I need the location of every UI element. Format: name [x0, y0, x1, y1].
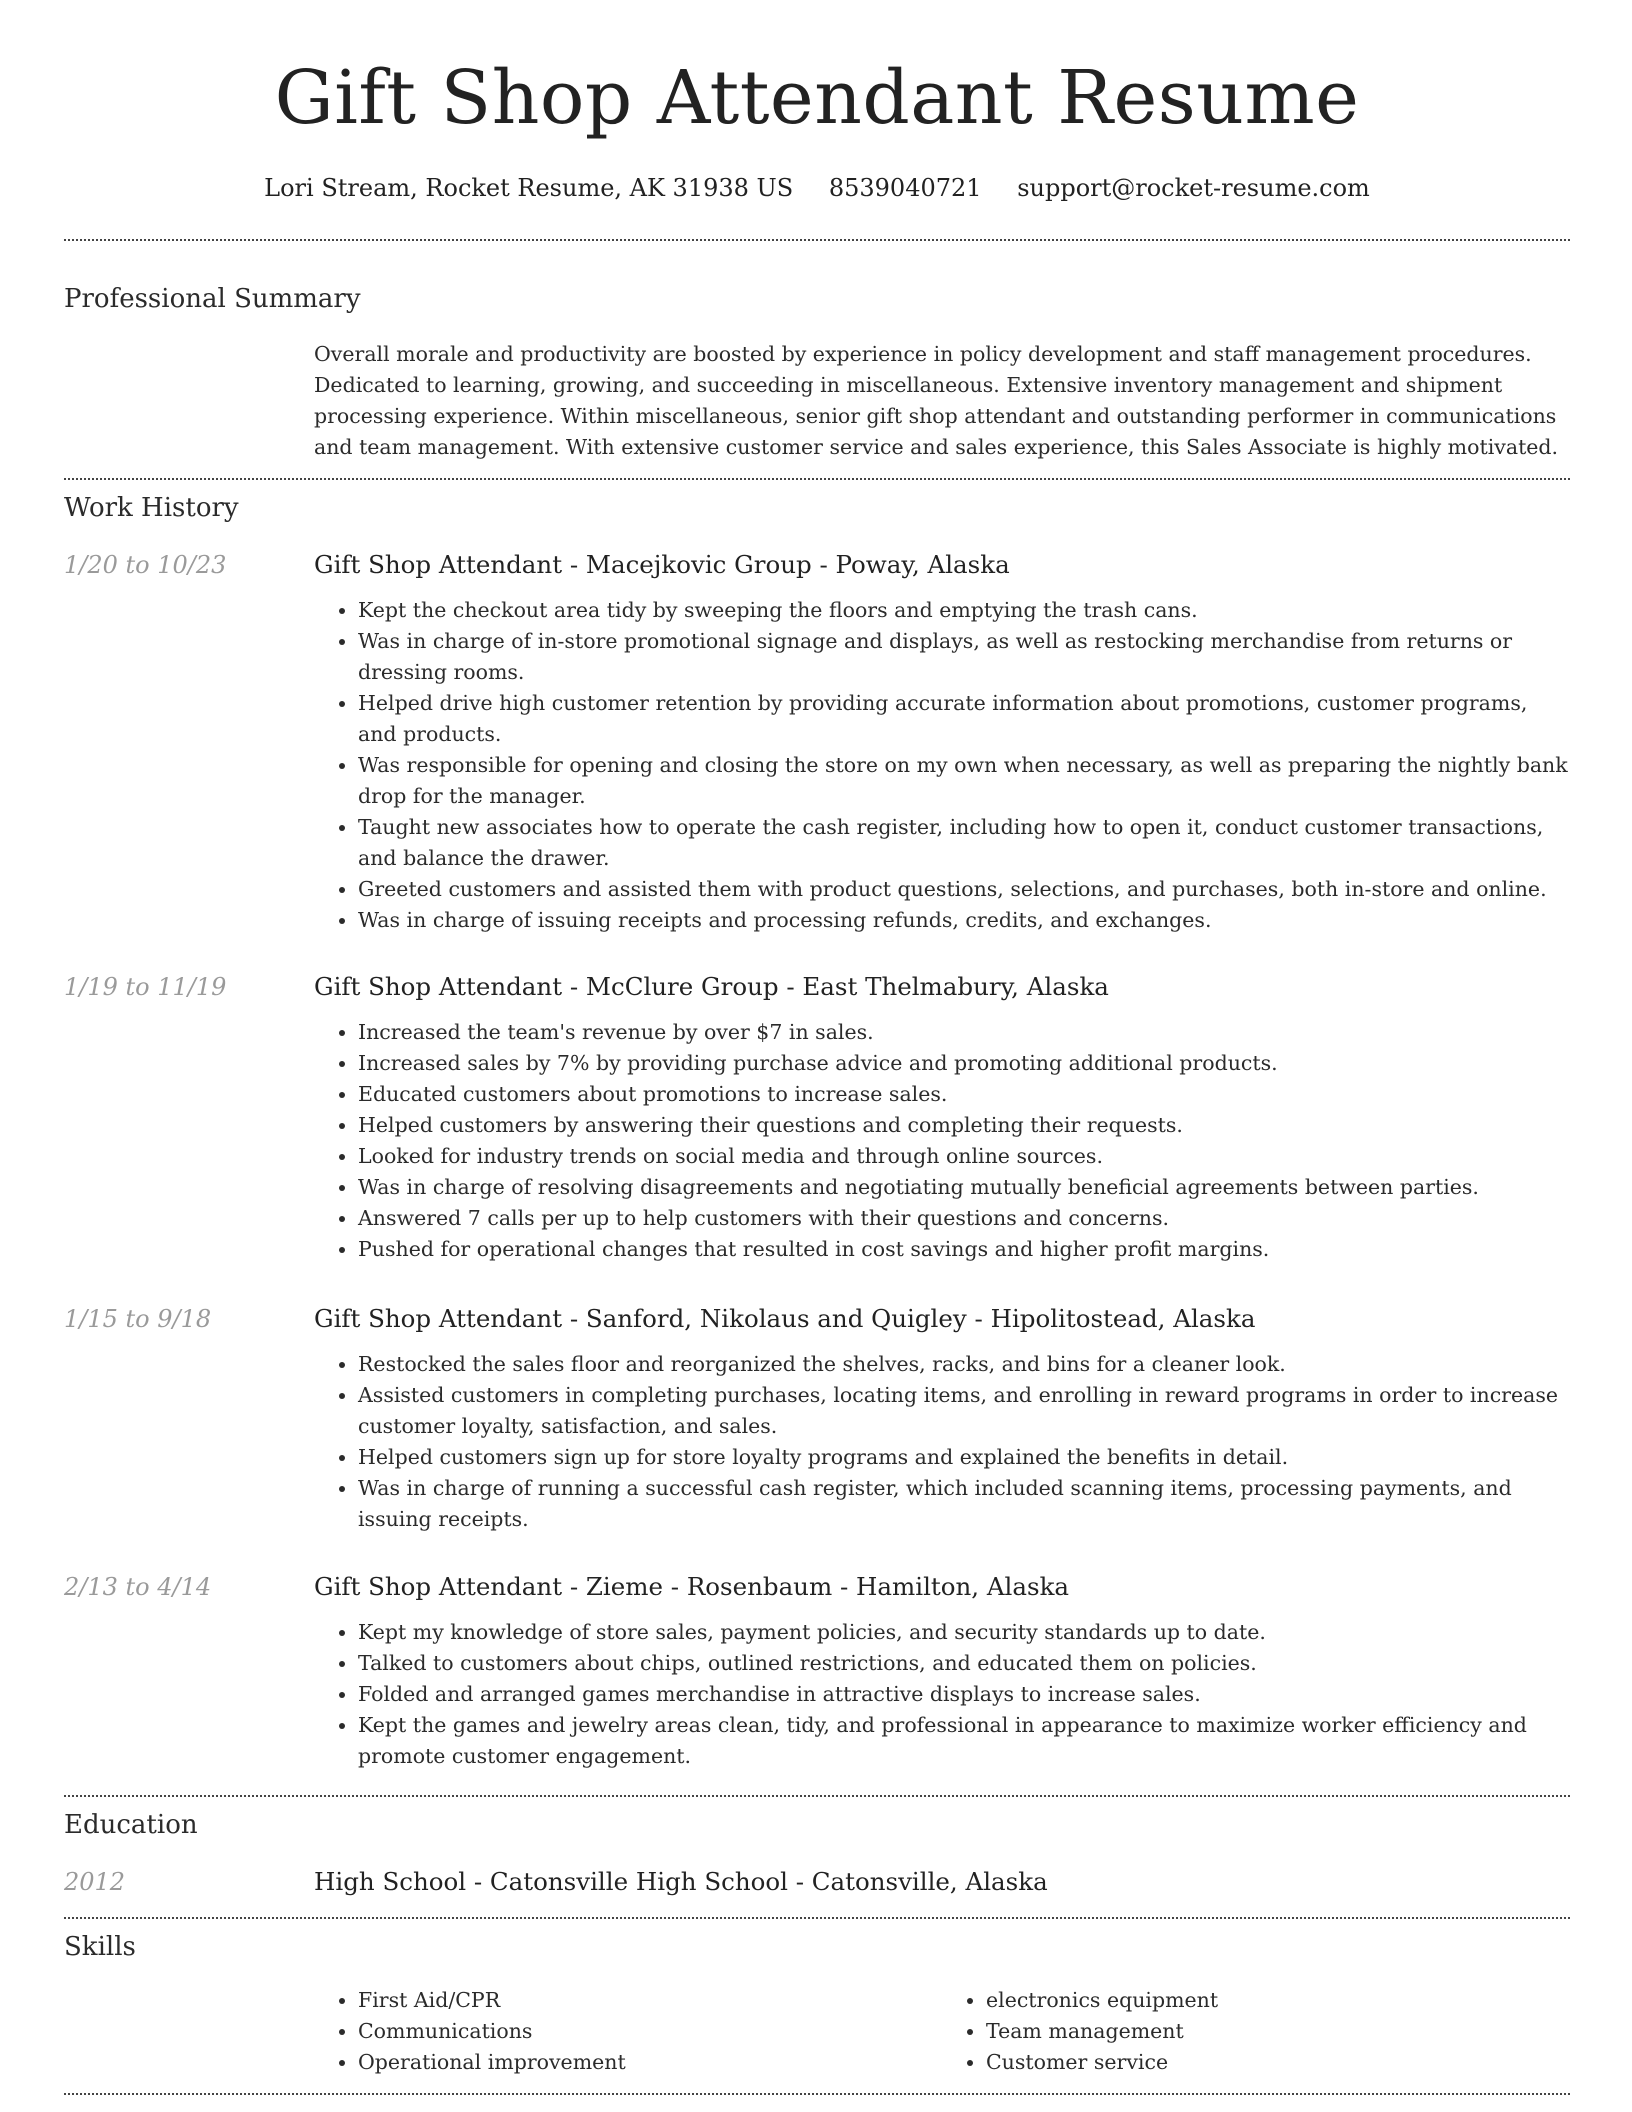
- list-item: • Customer service: [986, 2047, 1570, 2078]
- job-bullets: [314, 1617, 1570, 1772]
- list-item: • Was in charge of in-store promotional signage and displays, as well as restocking merchandise from returns or dressing rooms.: [358, 626, 1570, 688]
- job-dates: 2/13 to 4/14: [64, 1573, 212, 1601]
- section-title-summary: Professional Summary: [64, 284, 361, 314]
- summary-text: Overall morale and productivity are boosted by experience in policy development and staff management procedures. Dedicated to learning, growing, and succeeding in miscellaneous. Extensive inventory management and shipment processing experience. Within miscellaneous, senior gift shop attendant and outstanding performer in communications and team management. With extensive customer service and sales experience, this Sales Associate is highly motivated.: [314, 342, 1559, 459]
- list-item: • Communications: [358, 2016, 942, 2047]
- list-item: • Helped customers by answering their questions and completing their requests.: [358, 1110, 1570, 1141]
- job-dates: 1/15 to 9/18: [64, 1305, 212, 1333]
- job-bullets: [314, 1349, 1570, 1535]
- contact-phone: 8539040721: [828, 174, 982, 202]
- list-item: • Was in charge of issuing receipts and processing refunds, credits, and exchanges.: [358, 905, 1570, 936]
- list-item: • Increased sales by 7% by providing purchase advice and promoting additional products.: [358, 1048, 1570, 1079]
- job-entry: [314, 1302, 1570, 1535]
- list-item: • Assisted customers in completing purchases, locating items, and enrolling in reward programs in order to increase customer loyalty, satisfaction, and sales.: [358, 1380, 1570, 1442]
- divider: [64, 2093, 1570, 2095]
- job-bullets: [314, 1017, 1570, 1265]
- contact-address: Lori Stream, Rocket Resume, AK 31938 US: [264, 174, 794, 202]
- list-item: • Kept my knowledge of store sales, payment policies, and security standards up to date.: [358, 1617, 1570, 1648]
- section-title-education: Education: [64, 1810, 198, 1840]
- divider: [64, 478, 1570, 480]
- list-item: • Restocked the sales floor and reorganized the shelves, racks, and bins for a cleaner look.: [358, 1349, 1570, 1380]
- list-item: • Helped customers sign up for store loyalty programs and explained the benefits in detail.: [358, 1442, 1570, 1473]
- list-item: • Talked to customers about chips, outlined restrictions, and educated them on policies.: [358, 1648, 1570, 1679]
- resume-page: [64, 0, 1570, 2112]
- list-item: • Folded and arranged games merchandise in attractive displays to increase sales.: [358, 1679, 1570, 1710]
- list-item: • Operational improvement: [358, 2047, 942, 2078]
- list-item: • electronics equipment: [986, 1985, 1570, 2016]
- divider: [64, 239, 1570, 241]
- list-item: • Kept the checkout area tidy by sweeping the floors and emptying the trash cans.: [358, 595, 1570, 626]
- job-dates: 1/20 to 10/23: [64, 551, 227, 579]
- divider: [64, 1795, 1570, 1797]
- list-item: • Increased the team's revenue by over $7 in sales.: [358, 1017, 1570, 1048]
- job-dates: 1/19 to 11/19: [64, 973, 227, 1001]
- contact-email: support@rocket-resume.com: [1017, 174, 1370, 202]
- list-item: • Greeted customers and assisted them with product questions, selections, and purchases, both in-store and online.: [358, 874, 1570, 905]
- education-year: 2012: [64, 1868, 126, 1896]
- job-entry: [314, 548, 1570, 936]
- list-item: • Pushed for operational changes that resulted in cost savings and higher profit margins.: [358, 1234, 1570, 1265]
- list-item: • Was responsible for opening and closing the store on my own when necessary, as well as preparing the nightly bank drop for the manager.: [358, 750, 1570, 812]
- job-entry: [314, 970, 1570, 1265]
- job-title: Gift Shop Attendant - Sanford, Nikolaus and Quigley - Hipolitostead, Alaska: [314, 1304, 1256, 1333]
- list-item: • Looked for industry trends on social media and through online sources.: [358, 1141, 1570, 1172]
- resume-title: Gift Shop Attendant Resume: [274, 55, 1360, 141]
- list-item: • Was in charge of resolving disagreements and negotiating mutually beneficial agreements between parties.: [358, 1172, 1570, 1203]
- divider: [64, 1917, 1570, 1919]
- list-item: • Team management: [986, 2016, 1570, 2047]
- list-item: • Kept the games and jewelry areas clean, tidy, and professional in appearance to maximize worker efficiency and promote customer engagement.: [358, 1710, 1570, 1772]
- job-title: Gift Shop Attendant - McClure Group - East Thelmabury, Alaska: [314, 972, 1109, 1001]
- skills-column-left: [314, 1985, 942, 2078]
- job-title: Gift Shop Attendant - Zieme - Rosenbaum - Hamilton, Alaska: [314, 1572, 1070, 1601]
- list-item: • Taught new associates how to operate the cash register, including how to open it, conduct customer transactions, and balance the drawer.: [358, 812, 1570, 874]
- skills-column-right: [942, 1985, 1570, 2078]
- job-bullets: [314, 595, 1570, 936]
- section-title-work-history: Work History: [64, 493, 239, 523]
- contact-line: [64, 168, 1570, 208]
- list-item: • First Aid/CPR: [358, 1985, 942, 2016]
- list-item: • Educated customers about promotions to increase sales.: [358, 1079, 1570, 1110]
- skills-list: [314, 1985, 1570, 2078]
- list-item: • Helped drive high customer retention by providing accurate information about promotions, customer programs, and products.: [358, 688, 1570, 750]
- list-item: • Was in charge of running a successful cash register, which included scanning items, processing payments, and issuing receipts.: [358, 1473, 1570, 1535]
- job-entry: [314, 1570, 1570, 1772]
- section-title-skills: Skills: [64, 1932, 136, 1962]
- list-item: • Answered 7 calls per up to help customers with their questions and concerns.: [358, 1203, 1570, 1234]
- education-entry: High School - Catonsville High School - Catonsville, Alaska: [314, 1867, 1048, 1896]
- job-title: Gift Shop Attendant - Macejkovic Group - Poway, Alaska: [314, 550, 1010, 579]
